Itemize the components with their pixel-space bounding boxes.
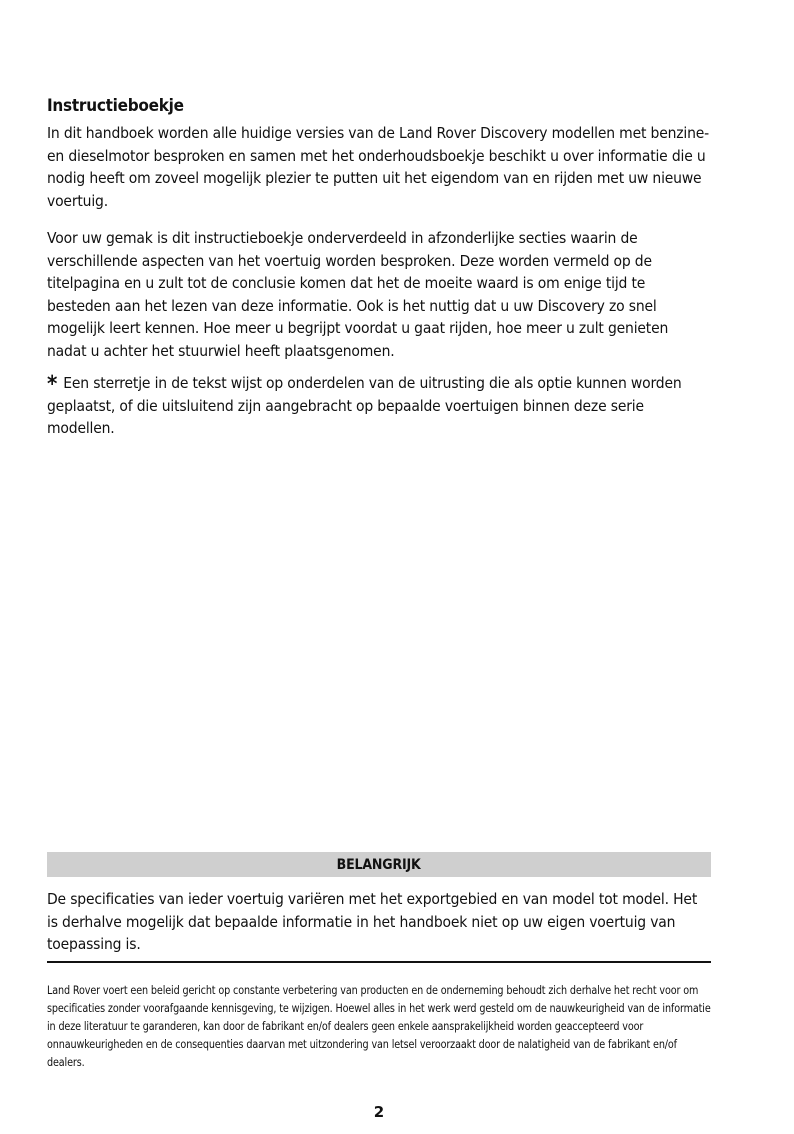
intro-paragraph: In dit handboek worden alle huidige versies van de Land Rover Discovery modellen met benzine- en dieselmotor besproken en samen met het onderhoudsboekje beschikt u over informatie die u nodig heeft om zoveel mogelijk plezier te putten uit het eigendom van en rijden met uw nieuwe voertuig. [47,124,710,210]
page-title: Instructieboekje [47,96,184,116]
important-notice-text: De specificaties van ieder voertuig variëren met het exportgebied en van model tot model. Het is derhalve mogelijk dat bepaalde informatie in het handboek niet op uw eigen voertuig van toepassing is. [47,890,698,953]
divider [47,961,711,963]
asterisk-paragraph [47,372,711,440]
asterisk-icon: * [47,372,58,397]
asterisk-note: Een sterretje in de tekst wijst op onderdelen van de uitrusting die als optie kunnen worden geplaatst, of die uitsluitend zijn aangebracht op bepaalde voertuigen binnen deze serie modellen. [47,374,682,437]
page-number: 2 [373,1103,385,1121]
important-notice-label: BELANGRIJK [337,856,421,873]
legal-disclaimer: Land Rover voert een beleid gericht op constante verbetering van producten en de onderneming behoudt zich derhalve het recht voor om specificaties zonder voorafgaande kennisgeving, te wijzigen. Hoewel alles in het werk werd gesteld om de nauwkeurigheid van de informatie in deze literatuur te garanderen, kan door de fabrikant en/of dealers geen enkele aansprakelijkheid worden geaccepteerd voor onnauwkeurigheden en de consequenties daarvan met uitzondering van letsel veroorzaakt door de nalatigheid van de fabrikant en/of dealers. [47,984,711,1069]
sections-paragraph: Voor uw gemak is dit instructieboekje onderverdeeld in afzonderlijke secties waarin de verschillende aspecten van het voertuig worden besproken. Deze worden vermeld op de titelpagina en u zult tot de conclusie komen dat het de moeite waard is om enige tijd te besteden aan het lezen van deze informatie. Ook is het nuttig dat u uw Discovery zo snel mogelijk leert kennen. Hoe meer u begrijpt voordat u gaat rijden, hoe meer u zult genieten nadat u achter het stuurwiel heeft plaatsgenomen. [47,229,669,360]
important-notice-header [47,852,711,877]
